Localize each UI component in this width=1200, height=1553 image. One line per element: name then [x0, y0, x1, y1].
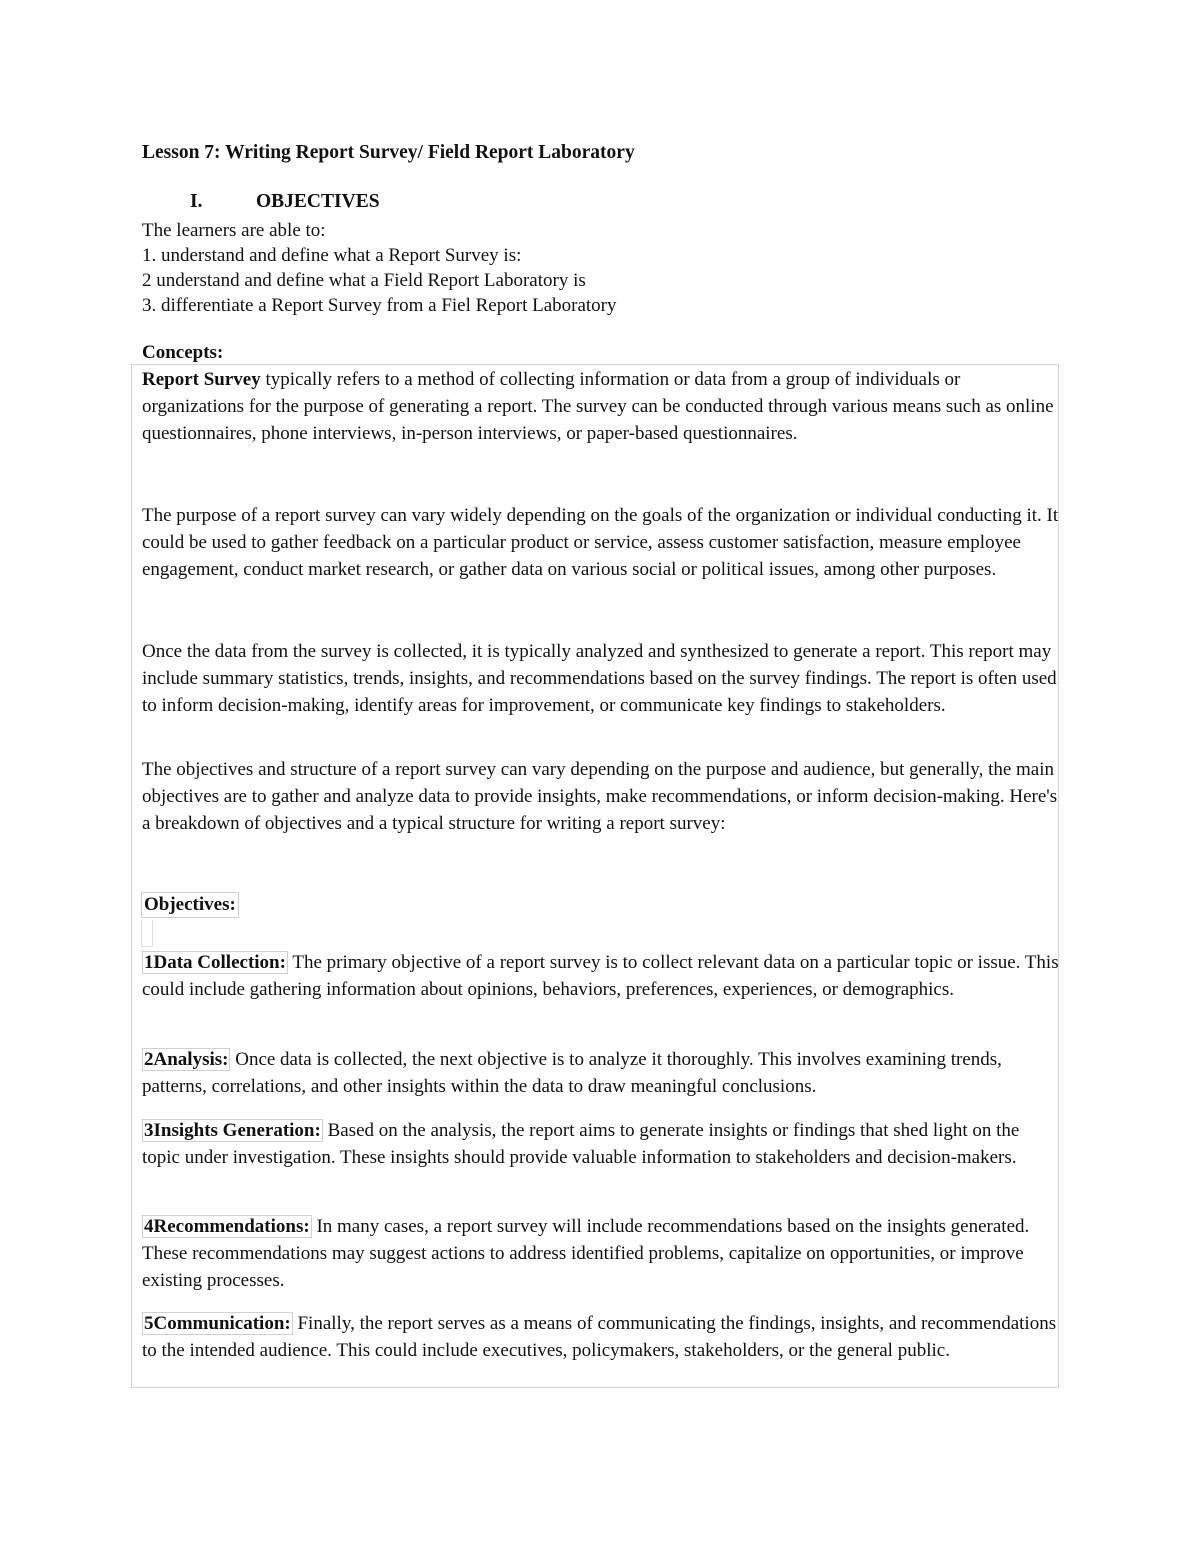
- concepts-paragraph-3: Once the data from the survey is collected, it is typically analyzed and synthesized to generate a report. This report may include summary statistics, trends, insights, and recommendations based on the survey findings. The report is often used to inform decision-making, identify areas for improvement, or communicate key findings to stakeholders.: [142, 641, 1057, 716]
- objective-label: 2Analysis:: [144, 1049, 229, 1070]
- objectives-heading: [190, 191, 380, 213]
- objectives-subheading: [141, 892, 239, 918]
- objectives-list: [142, 218, 617, 318]
- objective-text: Based on the analysis, the report aims to generate insights or findings that shed light on the topic under investigation. These insights should provide valuable information to stakeholders and decision-makers.: [142, 1120, 1020, 1168]
- objectives-subheading-text: Objectives:: [141, 892, 239, 918]
- report-survey-term: Report Survey: [142, 369, 261, 390]
- objective-item: [142, 1046, 1060, 1100]
- objective-text: Once data is collected, the next objective is to analyze it thoroughly. This involves examining trends, patterns, correlations, and other insights within the data to draw meaningful conclusions.: [142, 1049, 1002, 1097]
- objectives-line: 2 understand and define what a Field Report Laboratory is: [142, 270, 586, 291]
- objectives-line: 1. understand and define what a Report Survey is:: [142, 245, 522, 266]
- objectives-number: I.: [190, 191, 203, 212]
- concepts-label: Concepts:: [142, 342, 224, 363]
- concepts-paragraph-4: The objectives and structure of a report survey can vary depending on the purpose and audience, but generally, the main objectives are to gather and analyze data to provide insights, make recommendations, or inform decision-making. Here's a breakdown of objectives and a typical structure for writing a report survey:: [142, 759, 1058, 834]
- lesson-title: Lesson 7: Writing Report Survey/ Field Report Laboratory: [142, 142, 635, 163]
- objectives-heading-text: OBJECTIVES: [256, 191, 380, 212]
- objective-text: The primary objective of a report survey is to collect relevant data on a particular topic or issue. This could include gathering information about opinions, behaviors, preferences, experiences, or demographics.: [142, 952, 1059, 1000]
- concepts-paragraph-2: The purpose of a report survey can vary widely depending on the goals of the organization or individual conducting it. It could be used to gather feedback on a particular product or service, assess customer satisfaction, measure employee engagement, conduct market research, or gather data on various social or political issues, among other purposes.: [142, 505, 1059, 580]
- objective-text: In many cases, a report survey will include recommendations based on the insights generated. These recommendations may suggest actions to address identified problems, capitalize on opportunities, or improve existing processes.: [142, 1216, 1030, 1291]
- objective-label: 3Insights Generation:: [144, 1120, 321, 1141]
- objective-item: [142, 1213, 1060, 1294]
- objectives-line: The learners are able to:: [142, 220, 326, 241]
- objective-label: 1Data Collection:: [144, 952, 286, 973]
- objective-label: 5Communication:: [144, 1313, 291, 1334]
- objectives-line: 3. differentiate a Report Survey from a Fiel Report Laboratory: [142, 295, 617, 316]
- objective-item: [142, 1310, 1060, 1364]
- concepts-paragraph-1: [142, 366, 1060, 447]
- empty-field-strip: [141, 920, 153, 947]
- objective-label: 4Recommendations:: [144, 1216, 310, 1237]
- objective-text: Finally, the report serves as a means of communicating the findings, insights, and recommendations to the intended audience. This could include executives, policymakers, stakeholders, or the general public.: [142, 1313, 1057, 1361]
- objective-item: [142, 1117, 1060, 1171]
- objective-item: [142, 949, 1060, 1003]
- paragraph-text: typically refers to a method of collecting information or data from a group of individuals or organizations for the purpose of generating a report. The survey can be conducted through various means such as online questionnaires, phone interviews, in-person interviews, or paper-based questionnaires.: [142, 369, 1054, 444]
